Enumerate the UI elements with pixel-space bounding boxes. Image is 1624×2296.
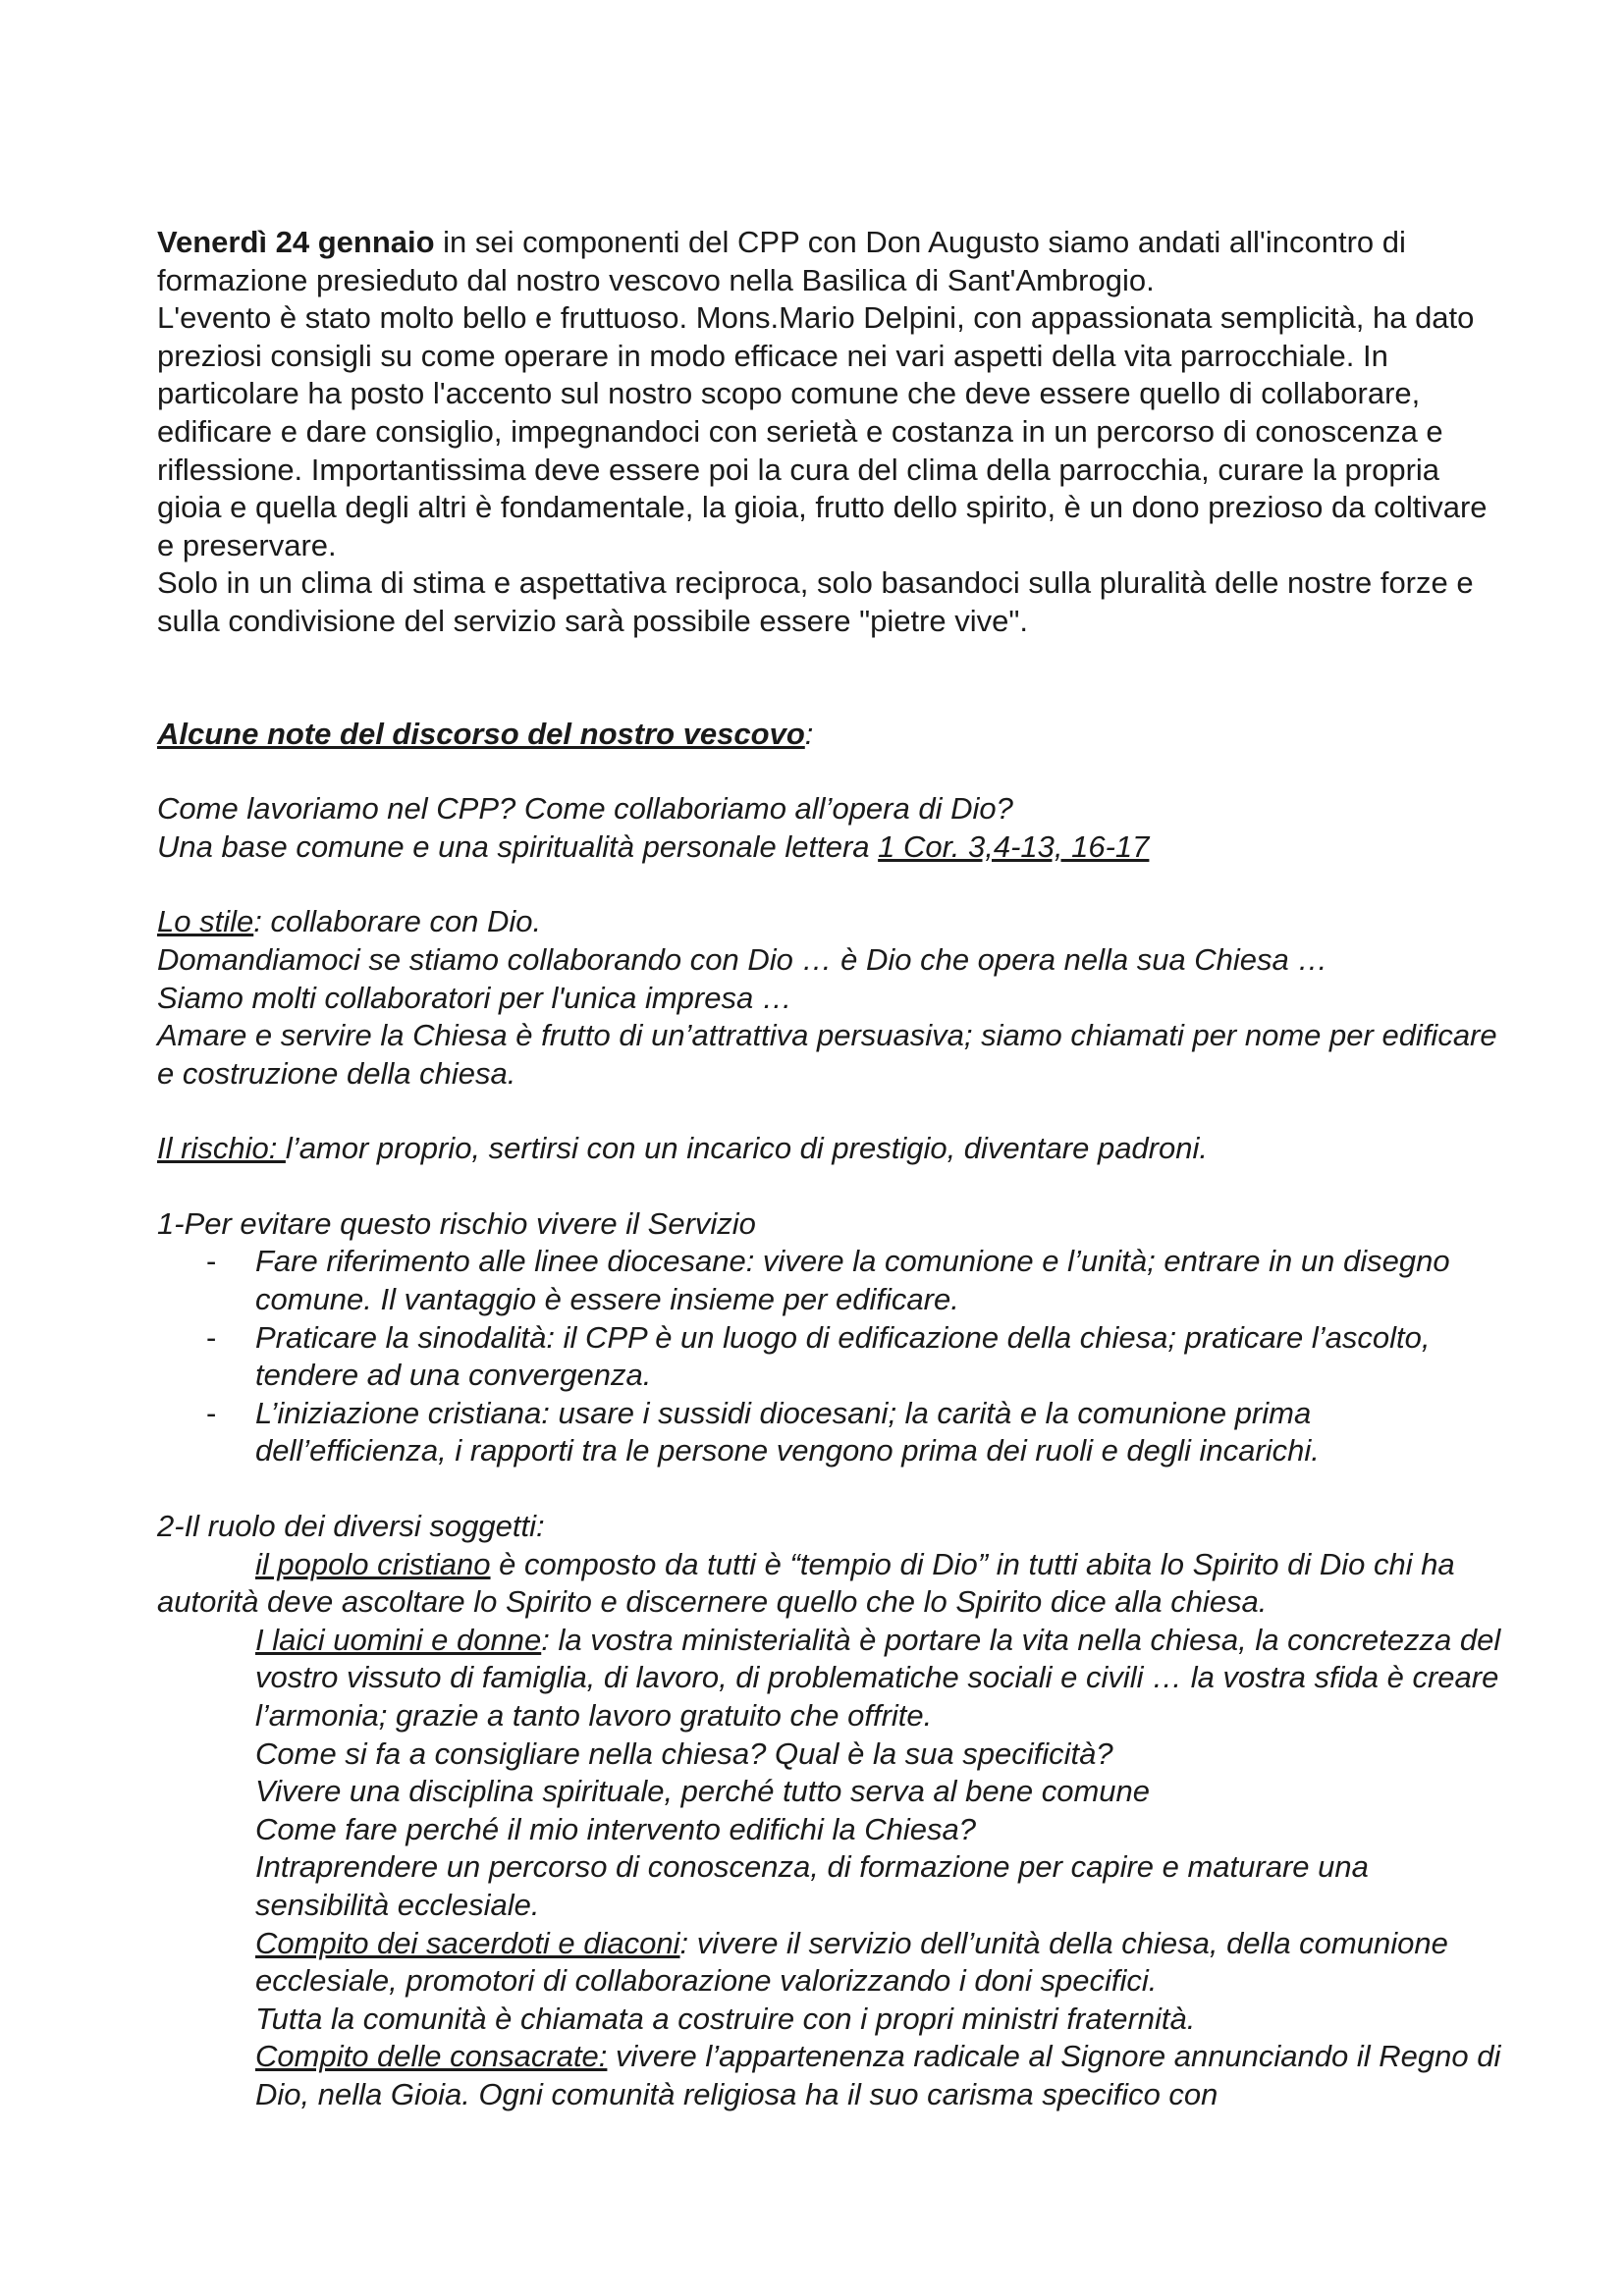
list-item <box>157 1395 1502 1470</box>
rischio-label: Il rischio: <box>157 1131 286 1166</box>
sacerdoti-text: : vivere il servizio dell’unità della chiesa, della comunione ecclesiale, promotori di collaborazione valorizzando i doni specifici. <box>255 1925 1448 1999</box>
dash-marker: - <box>206 1244 217 1279</box>
list-item <box>157 1319 1502 1395</box>
laici-text: : la vostra ministerialità è portare la vita nella chiesa, la concretezza del vostro vissuto di famiglia, di lavoro, di problematiche sociali e civili … la vostra sfida è creare l’armonia; grazie a tanto lavoro gratuito che offrite. <box>255 1622 1501 1733</box>
bible-reference: 1 Cor. 3,4-13, 16-17 <box>878 828 1150 864</box>
stile-line <box>157 903 1502 941</box>
dash-marker: - <box>206 1395 217 1430</box>
popolo-label: il popolo cristiano <box>255 1546 491 1581</box>
popolo-text: è composto da tutti è “tempio di Dio” in tutti abita lo Spirito di Dio chi ha autorità deve ascoltare lo Spirito e discernere quello che lo Spirito dice alla chiesa. <box>157 1546 1455 1620</box>
list-item-text: Praticare la sinodalità: il CPP è un luogo di edificazione della chiesa; praticare l’ascolto, tendere ad una convergenza. <box>255 1319 1431 1393</box>
consacrate-paragraph <box>255 2038 1502 2113</box>
intro-paragraph-1 <box>157 224 1502 299</box>
rischio-line <box>157 1130 1502 1168</box>
document-page <box>157 224 1502 2114</box>
intro-paragraph-3: Solo in un clima di stima e aspettativa reciproca, solo basandoci sulla pluralità delle nostre forze e sulla condivisione del servizio sarà possibile essere "pietre vive". <box>157 565 1474 638</box>
consacrate-text: vivere l’appartenenza radicale al Signore annunciando il Regno di Dio, nella Gioia. Ogni comunità religiosa ha il suo carisma specifico con <box>255 2039 1501 2111</box>
stile-line-3: Amare e servire la Chiesa è frutto di un’attrattiva persuasiva; siamo chiamati per nome per edificare e costruzione della chiesa. <box>157 1018 1497 1091</box>
point-2-title: 2-Il ruolo dei diversi soggetti: <box>157 1509 545 1544</box>
laici-answer-2: Intraprendere un percorso di conoscenza, di formazione per capire e maturare una sensibilità ecclesiale. <box>255 1849 1369 1922</box>
section-heading-colon: : <box>804 716 814 751</box>
point-1-list <box>157 1243 1502 1470</box>
question-line-2 <box>157 828 1502 867</box>
stile-text: : collaborare con Dio. <box>253 904 542 939</box>
stile-line-1: Domandiamoci se stiamo collaborando con Dio … è Dio che opera nella sua Chiesa … <box>157 941 1328 977</box>
intro-paragraph-2: L'evento è stato molto bello e fruttuoso. Mons.Mario Delpini, con appassionata semplicità, ha dato preziosi consigli su come operare in modo efficace nei vari aspetti della vita parrocchiale. In particolare ha posto l'accento sul nostro scopo comune che deve essere quello di collaborare, edificare e dare consiglio, impegnandoci con serietà e costanza in un percorso di conoscenza e riflessione. Importantissima deve essere poi la cura del clima della parrocchia, curare la propria gioia e quella degli altri è fondamentale, la gioia, frutto dello spirito, è un dono prezioso da coltivare e preservare. <box>157 300 1488 562</box>
sacerdoti-label: Compito dei sacerdoti e diaconi <box>255 1925 680 1960</box>
comunita-line: Tutta la comunità è chiamata a costruire con i propri ministri fraternità. <box>255 2001 1196 2036</box>
stile-line-2: Siamo molti collaboratori per l'unica impresa … <box>157 980 792 1015</box>
intro-text: in sei componenti del CPP con Don Augusto siamo andati all'incontro di formazione presieduto dal nostro vescovo nella Basilica di Sant'Ambrogio. <box>157 225 1406 297</box>
laici-answer-1: Vivere una disciplina spirituale, perché tutto serva al bene comune <box>255 1774 1151 1809</box>
list-item <box>157 1243 1502 1318</box>
section-heading-text: Alcune note del discorso del nostro vescovo <box>157 716 805 751</box>
sacerdoti-paragraph <box>255 1925 1502 2001</box>
list-item-text: Fare riferimento alle linee diocesane: vivere la comunione e l’unità; entrare in un disegno comune. Il vantaggio è essere insieme per edificare. <box>255 1244 1450 1317</box>
laici-question-1: Come si fa a consigliare nella chiesa? Qual è la sua specificità? <box>255 1735 1113 1771</box>
rischio-text: l’amor proprio, sertirsi con un incarico di prestigio, diventare padroni. <box>285 1131 1208 1166</box>
intro-date-lead: Venerdì 24 gennaio <box>157 225 435 259</box>
consacrate-label: Compito delle consacrate: <box>255 2039 608 2074</box>
question-line-1: Come lavoriamo nel CPP? Come collaboriamo all’opera di Dio? <box>157 791 1013 827</box>
question-line-2-text: Una base comune e una spiritualità personale lettera <box>157 828 879 864</box>
popolo-paragraph <box>157 1546 1502 1622</box>
laici-paragraph <box>255 1622 1502 1735</box>
laici-question-2: Come fare perché il mio intervento edifichi la Chiesa? <box>255 1811 977 1846</box>
laici-label: I laici uomini e donne <box>255 1622 542 1657</box>
section-heading <box>157 716 1502 754</box>
point-1-title: 1-Per evitare questo rischio vivere il Servizio <box>157 1205 756 1241</box>
list-item-text: L’iniziazione cristiana: usare i sussidi diocesani; la carità e la comunione prima dell’efficienza, i rapporti tra le persone vengono prima dei ruoli e degli incarichi. <box>255 1395 1320 1468</box>
dash-marker: - <box>206 1319 217 1355</box>
stile-label: Lo stile <box>157 904 254 939</box>
roles-block <box>157 1622 1502 2114</box>
